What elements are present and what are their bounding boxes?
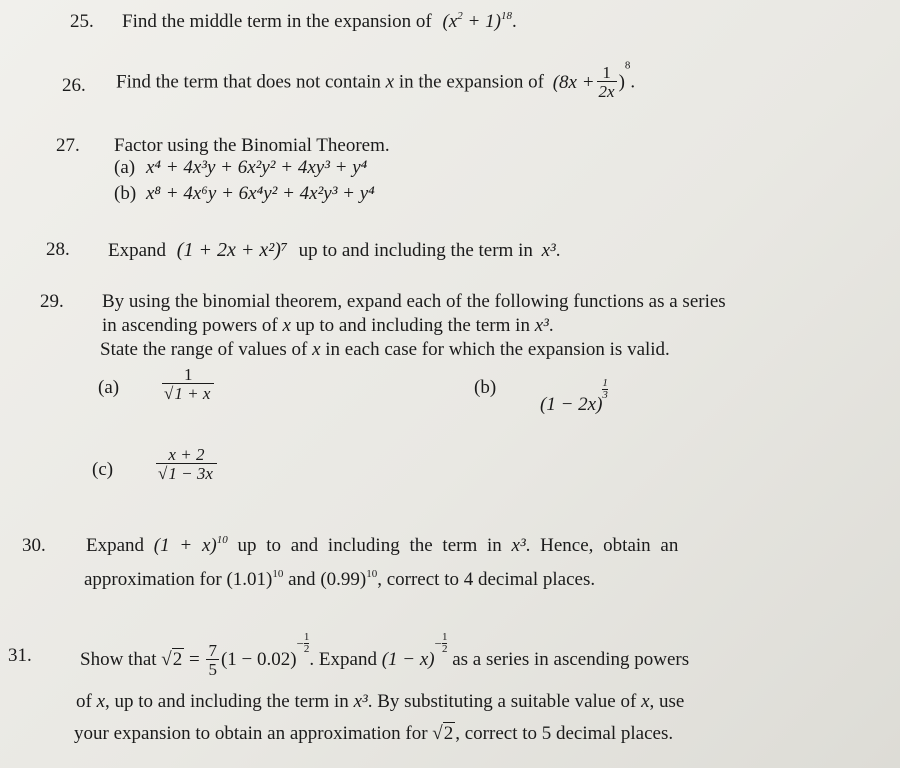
sqrt-symbol: √2 xyxy=(432,723,454,744)
sqrt-symbol: √1 + x xyxy=(164,384,211,403)
question-text: Factor using the Binomial Theorem. xyxy=(114,135,390,156)
fraction: $\frac{x + 2}{√1 - 3x}$ xyxy=(156,446,217,482)
question-number: 28. xyxy=(46,239,70,260)
question-text: Find the middle term in the expansion of $(x^2 + 1)^{18}$. xyxy=(122,10,517,32)
question-number: 26. xyxy=(62,75,86,96)
fraction: $\frac{7}{5}$ xyxy=(208,640,217,679)
fraction-exponent: $-\frac{1}{2}$ xyxy=(434,631,448,655)
sqrt-symbol: √1 − 3x xyxy=(158,464,213,483)
question-number: 27. xyxy=(56,135,80,156)
fraction-exponent: $\frac{1}{3}$ xyxy=(602,377,608,401)
question-text: Find the term that does not contain x in the expansion of (8x + $\frac{1}{2x}$ )$^8$. xyxy=(116,59,636,101)
question-text: Expand (1 + 2x + x²)⁷ up to and including the term in x³. xyxy=(108,239,561,261)
fraction-exponent: $-\frac{1}{2}$ xyxy=(296,631,310,655)
sqrt-symbol: √2 xyxy=(161,649,183,671)
question-number: 29. xyxy=(40,291,64,312)
question-number: 30. xyxy=(22,535,46,556)
question-number: 31. xyxy=(8,645,32,666)
fraction: $\frac{1}{2x}$ xyxy=(598,63,615,101)
question-number: 25. xyxy=(70,11,94,32)
fraction: $\frac{1}{√1 + x}$ xyxy=(162,366,214,402)
